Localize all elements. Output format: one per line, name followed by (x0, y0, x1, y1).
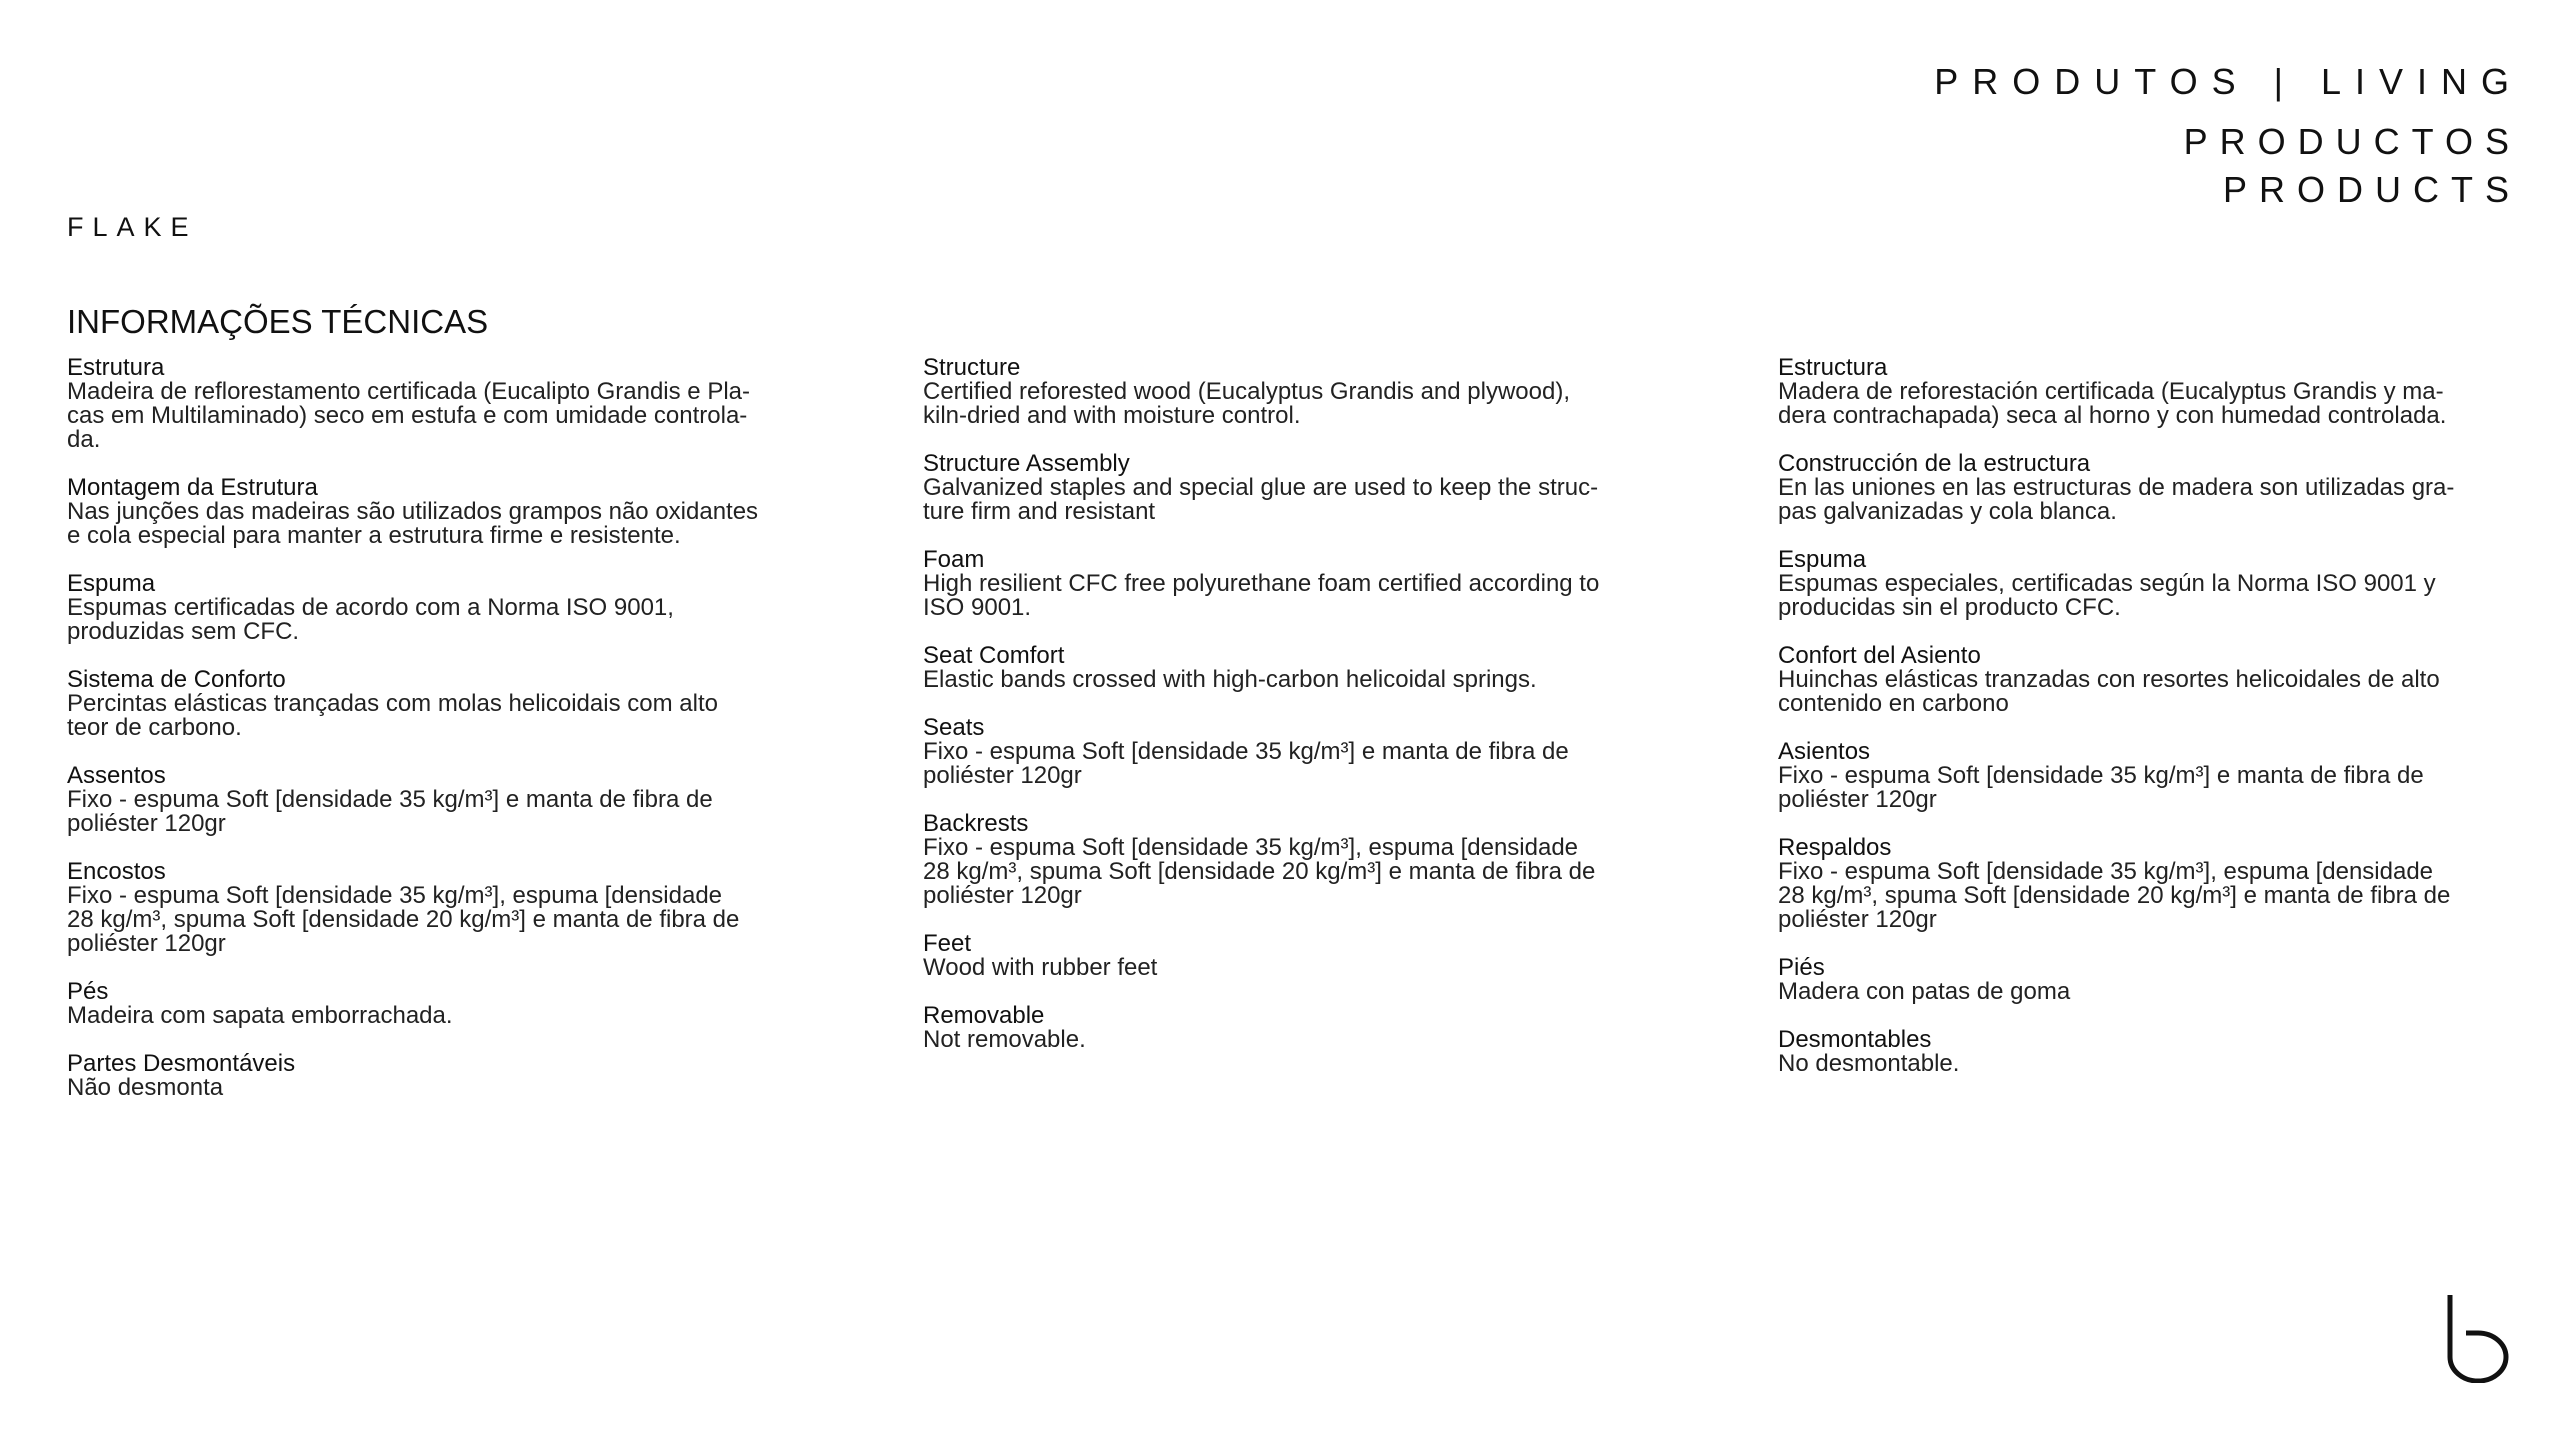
spec-item-title: Estructura (1778, 354, 1888, 381)
spec-item-title: Seat Comfort (923, 642, 1065, 669)
spec-item-text: Fixo - espuma Soft [densidade 35 kg/m³] e manta de fibra de poliéster 120gr (67, 786, 713, 837)
spec-item (67, 476, 827, 548)
spec-column-es (1778, 356, 2538, 1100)
spec-item (1778, 452, 2538, 524)
spec-item (923, 1004, 1683, 1052)
spec-item-text: Fixo - espuma Soft [densidade 35 kg/m³], espuma [densidade 28 kg/m³, spuma Soft [densidade 20 kg/m³] e manta de fibra de poliéster 120gr (67, 882, 740, 957)
spec-item (1778, 644, 2538, 716)
product-name: FLAKE (67, 212, 198, 242)
spec-item-title: Construcción de la estructura (1778, 450, 2091, 477)
spec-item-title: Partes Desmontáveis (67, 1050, 296, 1077)
header-title: PRODUTOS | LIVING (1934, 61, 2523, 102)
spec-item-text: Fixo - espuma Soft [densidade 35 kg/m³] e manta de fibra de poliéster 120gr (1778, 762, 2424, 813)
spec-item-text: Elastic bands crossed with high-carbon helicoidal springs. (923, 666, 1537, 693)
spec-item (1778, 356, 2538, 428)
spec-item (67, 668, 827, 740)
spec-item-title: Desmontables (1778, 1026, 1932, 1053)
spec-item-text: Huinchas elásticas tranzadas con resortes helicoidales de alto contenido en carbono (1778, 666, 2440, 717)
spec-item (923, 716, 1683, 788)
header-subtitle-en: PRODUCTS (2222, 169, 2521, 210)
spec-item-text: En las uniones en las estructuras de madera son utilizadas gra- pas galvanizadas y cola blanca. (1778, 474, 2455, 525)
spec-item-text: Percintas elásticas trançadas com molas helicoidais com alto teor de carbono. (67, 690, 718, 741)
spec-item-text: Nas junções das madeiras são utilizados grampos não oxidantes e cola especial para manter a estrutura firme e resistente. (67, 498, 759, 549)
spec-item-title: Assentos (67, 762, 166, 789)
header-subtitle-es: PRODUCTOS (2183, 121, 2521, 162)
spec-item-title: Sistema de Conforto (67, 666, 286, 693)
spec-item (1778, 1028, 2538, 1076)
spec-item (67, 860, 827, 956)
spec-item-title: Montagem da Estrutura (67, 474, 318, 501)
spec-item (67, 572, 827, 644)
spec-columns (67, 356, 2507, 1156)
spec-item (923, 644, 1683, 692)
spec-item (67, 356, 827, 452)
spec-item-title: Backrests (923, 810, 1029, 837)
spec-item (1778, 740, 2538, 812)
spec-item-title: Encostos (67, 858, 166, 885)
spec-item-text: Madera de reforestación certificada (Eucalyptus Grandis y ma- dera contrachapada) seca al horno y con humedad controlada. (1778, 378, 2447, 429)
spec-item (923, 812, 1683, 908)
spec-item-title: Respaldos (1778, 834, 1892, 861)
spec-item (67, 1052, 827, 1100)
spec-column-pt (67, 356, 827, 1124)
spec-item-text: Não desmonta (67, 1074, 224, 1101)
spec-item-text: Certified reforested wood (Eucalyptus Grandis and plywood), kiln-dried and with moisture control. (923, 378, 1570, 429)
spec-item-text: Madeira com sapata emborrachada. (67, 1002, 453, 1029)
spec-item-text: Fixo - espuma Soft [densidade 35 kg/m³] e manta de fibra de poliéster 120gr (923, 738, 1569, 789)
spec-item-text: Fixo - espuma Soft [densidade 35 kg/m³], espuma [densidade 28 kg/m³, spuma Soft [densidade 20 kg/m³] e manta de fibra de poliéster 120gr (923, 834, 1596, 909)
spec-item-title: Piés (1778, 954, 1825, 981)
spec-item-title: Structure Assembly (923, 450, 1130, 477)
spec-item (67, 764, 827, 836)
spec-item (67, 980, 827, 1028)
spec-item-text: Madera con patas de goma (1778, 978, 2071, 1005)
header (1934, 60, 2523, 214)
brand-b-logo-icon (2444, 1293, 2510, 1383)
spec-item-title: Espuma (1778, 546, 1867, 573)
spec-item-title: Estrutura (67, 354, 165, 381)
spec-item-title: Seats (923, 714, 985, 741)
spec-item-text: Espumas certificadas de acordo com a Norma ISO 9001, produzidas sem CFC. (67, 594, 674, 645)
spec-item-text: Galvanized staples and special glue are used to keep the struc- ture firm and resistant (923, 474, 1599, 525)
spec-item (923, 356, 1683, 428)
spec-column-en (923, 356, 1683, 1076)
spec-item-text: Wood with rubber feet (923, 954, 1158, 981)
spec-item-title: Structure (923, 354, 1021, 381)
spec-item-title: Pés (67, 978, 109, 1005)
spec-item-text: Fixo - espuma Soft [densidade 35 kg/m³], espuma [densidade 28 kg/m³, spuma Soft [densidade 20 kg/m³] e manta de fibra de poliéster 120gr (1778, 858, 2451, 933)
spec-item (1778, 548, 2538, 620)
spec-item-title: Feet (923, 930, 972, 957)
spec-item-text: Espumas especiales, certificadas según la Norma ISO 9001 y producidas sin el producto CFC. (1778, 570, 2436, 621)
spec-item-text: Not removable. (923, 1026, 1086, 1053)
spec-item-text: No desmontable. (1778, 1050, 1960, 1077)
spec-item (923, 452, 1683, 524)
section-title: INFORMAÇÕES TÉCNICAS (67, 303, 489, 340)
spec-item-text: High resilient CFC free polyurethane foam certified according to ISO 9001. (923, 570, 1600, 621)
spec-item-title: Foam (923, 546, 985, 573)
spec-item (923, 548, 1683, 620)
spec-item-title: Removable (923, 1002, 1045, 1029)
spec-item-title: Espuma (67, 570, 156, 597)
spec-item (1778, 956, 2538, 1004)
spec-item-text: Madeira de reflorestamento certificada (Eucalipto Grandis e Pla- cas em Multilaminado) seco em estufa e com umidade controla- da. (67, 378, 750, 453)
spec-item (923, 932, 1683, 980)
spec-item-title: Confort del Asiento (1778, 642, 1981, 669)
spec-item-title: Asientos (1778, 738, 1871, 765)
spec-item (1778, 836, 2538, 932)
